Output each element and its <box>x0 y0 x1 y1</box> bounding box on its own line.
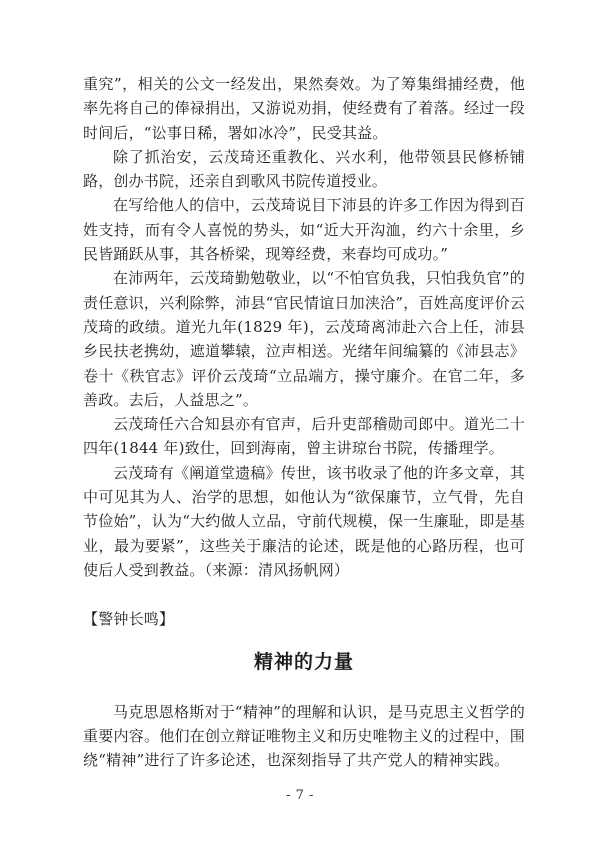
article-spirit-section <box>83 649 525 773</box>
section-marker-label: 【警钟长鸣】 <box>83 610 175 629</box>
paragraph: 在沛两年，云茂琦勤勉敬业，以“不怕官负我，只怕我负官”的责任意识，兴利除弊，沛县“官民情谊日加浃洽”，百姓高度评价云茂琦的政绩。道光九年(1829 年)，云茂琦离沛赴六合上任，沛县乡民扶老携幼，遮道攀辕，泣声相送。光绪年间编纂的《沛县志》卷十《秩官志》评价云茂琦“立品端方，操守廉介。在官二年，多善政。去后，人益思之”。 <box>83 269 525 409</box>
paragraph: 云茂琦任六合知县亦有官声，后升吏部稽勋司郎中。道光二十四年(1844 年)致仕，回到海南，曾主讲琼台书院，传播理学。 <box>83 415 525 458</box>
paragraph-continuation: 重究”，相关的公文一经发出，果然奏效。为了筹集缉捕经费，他率先将自己的俸禄捐出，又游说劝捐，使经费有了着落。经过一段时间后，“讼事日稀，署如冰冷”，民受其益。 <box>83 75 525 142</box>
paragraph: 除了抓治安，云茂琦还重教化、兴水利，他带领县民修桥铺路，创办书院，还亲自到歌风书院传道授业。 <box>83 147 525 191</box>
page-number: - 7 - <box>286 788 314 803</box>
page-footer <box>0 784 600 803</box>
article-biography-section <box>83 72 525 582</box>
page-content <box>83 72 525 772</box>
article-title: 精神的力量 <box>253 650 354 673</box>
paragraph: 在写给他人的信中，云茂琦说目下沛县的许多工作因为得到百姓支持，而有令人喜悦的势头，如“近大开沟洫，约六十余里，乡民皆踊跃从事，其各桥梁，现筹经费，来春均可成功。” <box>83 196 525 264</box>
paragraph: 云茂琦有《阐道堂遗稿》传世，该书收录了他的许多文章，其中可见其为人、治学的思想，如他认为“欲保廉节，立气骨，先自节俭始”，认为“大约做人立品，守前代规模，保一生廉耻，即是基业，最为要紧”，这些关于廉洁的论述，既是他的心路历程，也可使后人受到教益。（来源：清风扬帆网） <box>83 463 525 579</box>
paragraph: 马克思恩格斯对于“精神”的理解和认识，是马克思主义哲学的重要内容。他们在创立辩证唯物主义和历史唯物主义的过程中，围绕“精神”进行了许多论述，也深刻指导了共产党人的精神实践。 <box>83 702 525 770</box>
